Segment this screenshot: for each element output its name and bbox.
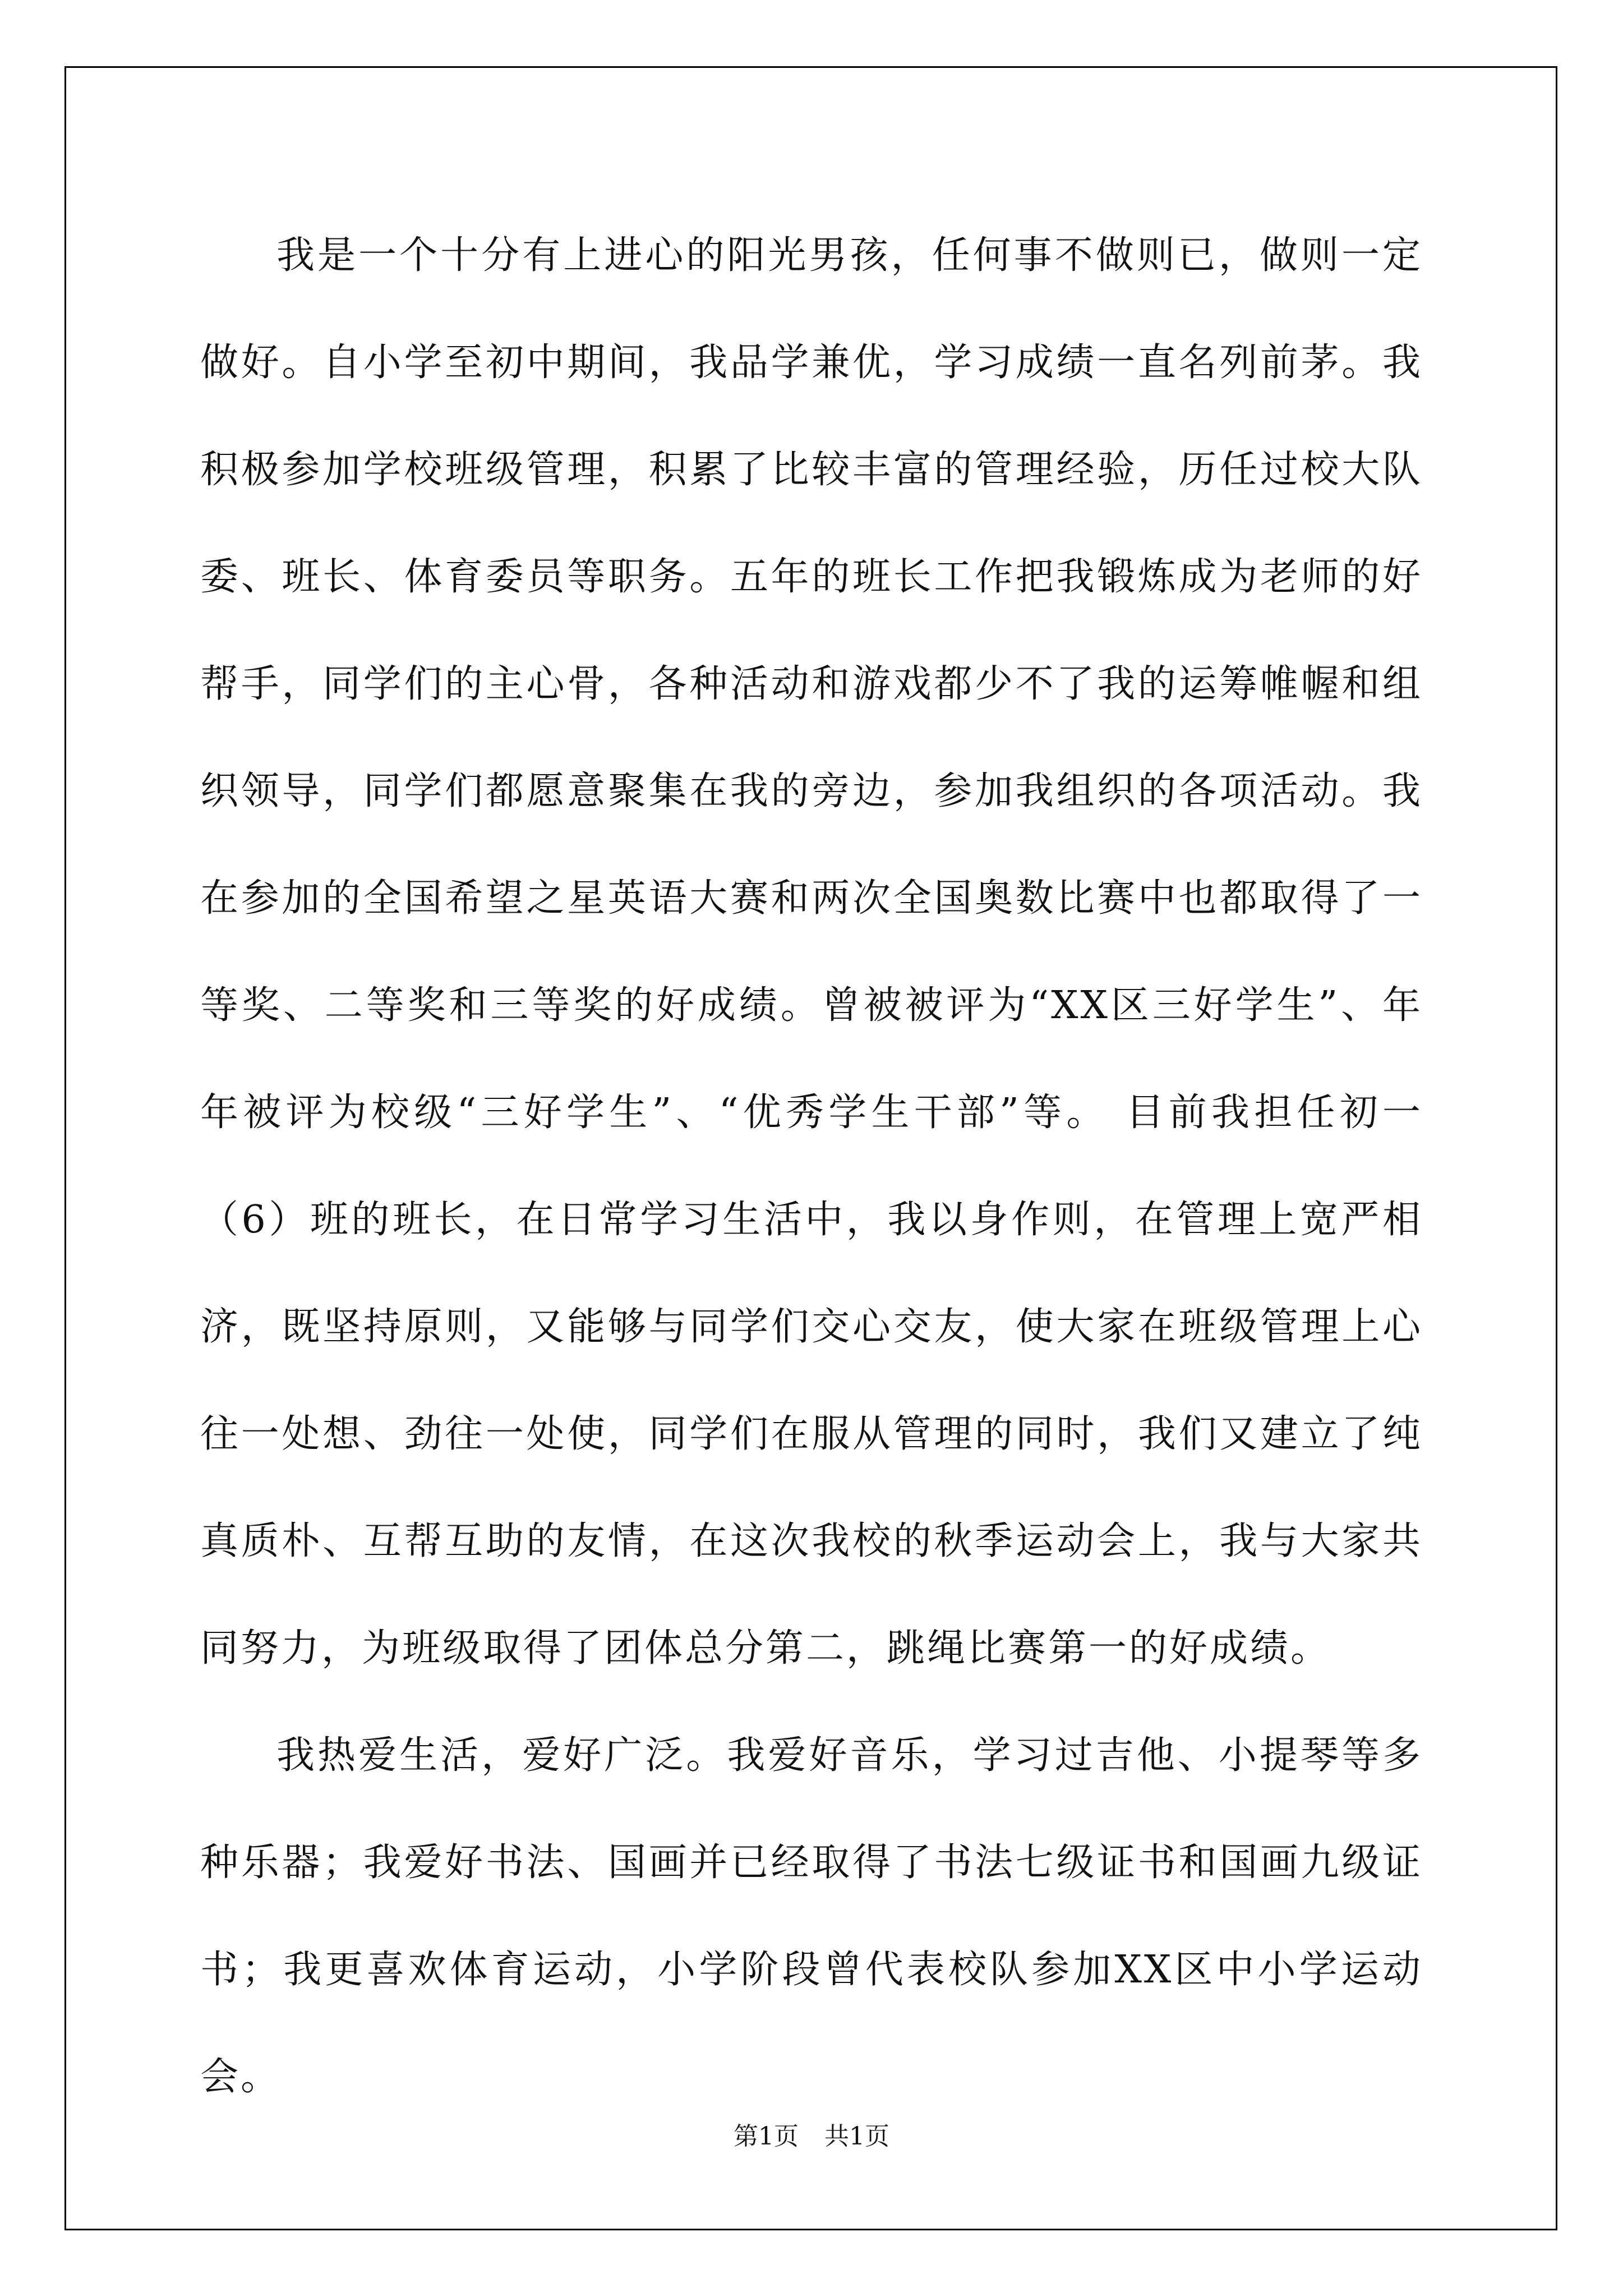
page-current-label: 第1页 [734, 2122, 799, 2151]
document-body [200, 202, 1423, 2131]
paragraph-1: 我是一个十分有上进心的阳光男孩，任何事不做则已，做则一定做好。自小学至初中期间，我品学兼优，学习成绩一直名列前茅。我积极参加学校班级管理，积累了比较丰富的管理经验，历任过校大队委、班长、体育委员等职务。五年的班长工作把我锻炼成为老师的好帮手，同学们的主心骨，各种活动和游戏都少不了我的运筹帷幄和组织领导，同学们都愿意聚集在我的旁边，参加我组织的各项活动。我在参加的全国希望之星英语大赛和两次全国奥数比赛中也都取得了一等奖、二等奖和三等奖的好成绩。曾被被评为“XX区三好学生”、年年被评为校级“三好学生”、“优秀学生干部”等。 目前我担任初一（6）班的班长，在日常学习生活中，我以身作则，在管理上宽严相济，既坚持原则，又能够与同学们交心交友，使大家在班级管理上心往一处想、劲往一处使，同学们在服从管理的同时，我们又建立了纯真质朴、互帮互助的友情，在这次我校的秋季运动会上，我与大家共同努力，为班级取得了团体总分第二，跳绳比赛第一的好成绩。 [200, 233, 1423, 1671]
paragraph-2: 我热爱生活，爱好广泛。我爱好音乐，学习过吉他、小提琴等多种乐器；我爱好书法、国画并已经取得了书法七级证书和国画九级证书；我更喜欢体育运动，小学阶段曾代表校队参加XX区中小学运动会。 [200, 1733, 1423, 2099]
page-footer [0, 2116, 1623, 2152]
page-total-label: 共1页 [824, 2122, 889, 2151]
